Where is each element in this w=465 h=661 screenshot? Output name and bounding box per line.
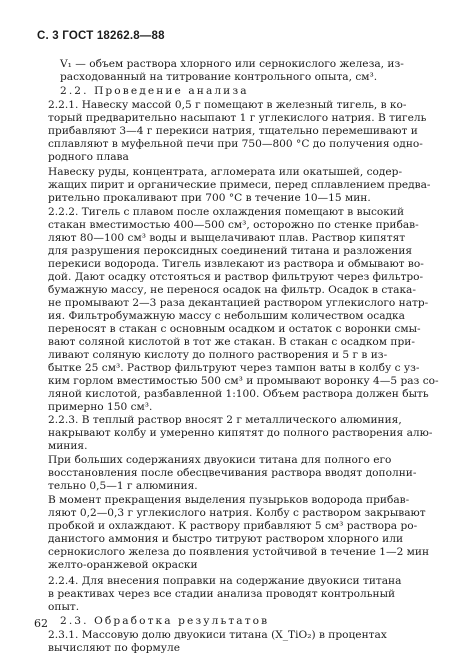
text-line: При больших содержаниях двуокиси титана для полного его [48,454,392,466]
text-line: ляной кислотой, разбавленной 1:100. Объем раствора должен быть [48,388,429,400]
text-line: стакан вместимостью 400—500 см³, осторожно по стенке прибав- [48,219,419,231]
text-line: дой. Дают осадку отстояться и раствор фильтруют через фильтро- [48,271,424,283]
text-line: тельно 0,5—1 г алюминия. [48,480,198,492]
section-2-3-heading [60,615,269,628]
text-line: 2.2.2. Тигель с плавом после охлаждения помещают в высокий [48,206,405,218]
para-2-2-1 [48,99,426,164]
text-line: в реактивах через все стадии анализа проводят контрольный [48,588,396,600]
text-line: Навеску руды, концентрата, агломерата или окатышей, содер- [48,166,403,178]
para-2-2-4 [48,575,401,614]
text-line: расходованный на титрование контрольного опыта, см³. [60,71,378,83]
text-line: 2.2.1. Навеску массой 0,5 г помещают в железный тигель, в ко- [48,99,407,111]
text-line: бытке 25 см³. Раствор фильтруют через тампон ваты в колбу с уз- [48,362,420,374]
text-line: данистого аммония и быстро титруют раствором хлорного или [48,533,404,545]
page-number: 62 [34,617,48,630]
section-2-2-heading [60,85,249,98]
text-line: жащих пирит и органические примеси, перед сплавлением предва- [48,179,431,191]
text-line: накрывают колбу и умеренно кипятят до полного растворения алю- [48,427,433,439]
para-ore [48,166,431,205]
text-line: сплавляют в муфельной печи при 750—800 °С до получения одно- [48,138,423,150]
text-line: 2.3.1. Массовую долю двуокиси титана (X_TiO₂) в процентах [48,629,387,641]
text-line: пробкой и охлаждают. К раствору прибавляют 5 см³ раствора ро- [48,520,418,532]
v1-definition [60,58,404,84]
text-line: ким горлом вместимостью 500 см³ и промывают воронку 4—5 раз со- [48,375,439,387]
text-line: 2.2. Проведение анализа [60,85,249,97]
text-line: рительно прокаливают при 700 °С в течение 10—15 мин. [48,192,371,204]
text-line: прибавляют 3—4 г перекиси натрия, тщательно перемешивают и [48,125,418,137]
para-2-3-1 [48,629,387,655]
text-line: 2.3. Обработка результатов [60,615,270,627]
text-line: желто-оранжевой окраски [48,559,198,571]
text-line: примерно 150 см³. [48,401,153,413]
text-line: для разрушения пероксидных соединений титана и разложения [48,245,413,257]
text-line: сернокислого железа до появления устойчивой в течение 1—2 мин [48,546,430,558]
text-line: вают соляной кислотой в тот же стакан. В стакан с осадком при- [48,336,415,348]
text-line: V₁ — объем раствора хлорного или сернокислого железа, из- [60,58,404,70]
text-line: бумажную массу, не перенося осадок на фильтр. Осадок в стака- [48,284,416,296]
text-line: торый предварительно насыпают 1 г углекислого натрия. В тигель [48,112,427,124]
text-line: 2.2.3. В теплый раствор вносят 2 г металлического алюминия, [48,414,402,426]
text-line: 2.2.4. Для внесения поправки на содержание двуокиси титана [48,575,402,587]
para-2-2-3 [48,414,432,453]
text-line: ия. Фильтробумажную массу с небольшим количеством осадка [48,310,405,322]
para-2-2-2 [48,206,439,414]
text-line: ляют 0,2—0,3 г углекислого натрия. Колбу с раствором закрывают [48,507,426,519]
text-line: восстановления после обесцвечивания раствора вводят дополни- [48,467,417,479]
para-moment [48,494,429,572]
text-line: ляют 80—100 см³ воды и выщелачивают плав. Раствор кипятят [48,232,406,244]
text-line: В момент прекращения выделения пузырьков водорода прибав- [48,494,410,506]
text-line: ливают соляную кислоту до полного растворения и 5 г в из- [48,349,388,361]
text-line: переносят в стакан с основным осадком и остаток с воронки смы- [48,323,421,335]
text-line: перекиси водорода. Тигель извлекают из раствора и обмывают во- [48,258,424,270]
text-line: миния. [48,440,88,452]
text-line: не промывают 2—3 раза декантацией раствором углекислого натр- [48,297,429,309]
text-line: вычисляют по формуле [48,642,180,654]
page-header: С. 3 ГОСТ 18262.8—88 [37,30,165,42]
para-large-content [48,454,416,493]
text-line: родного плава [48,151,129,163]
text-line: опыт. [48,601,80,613]
